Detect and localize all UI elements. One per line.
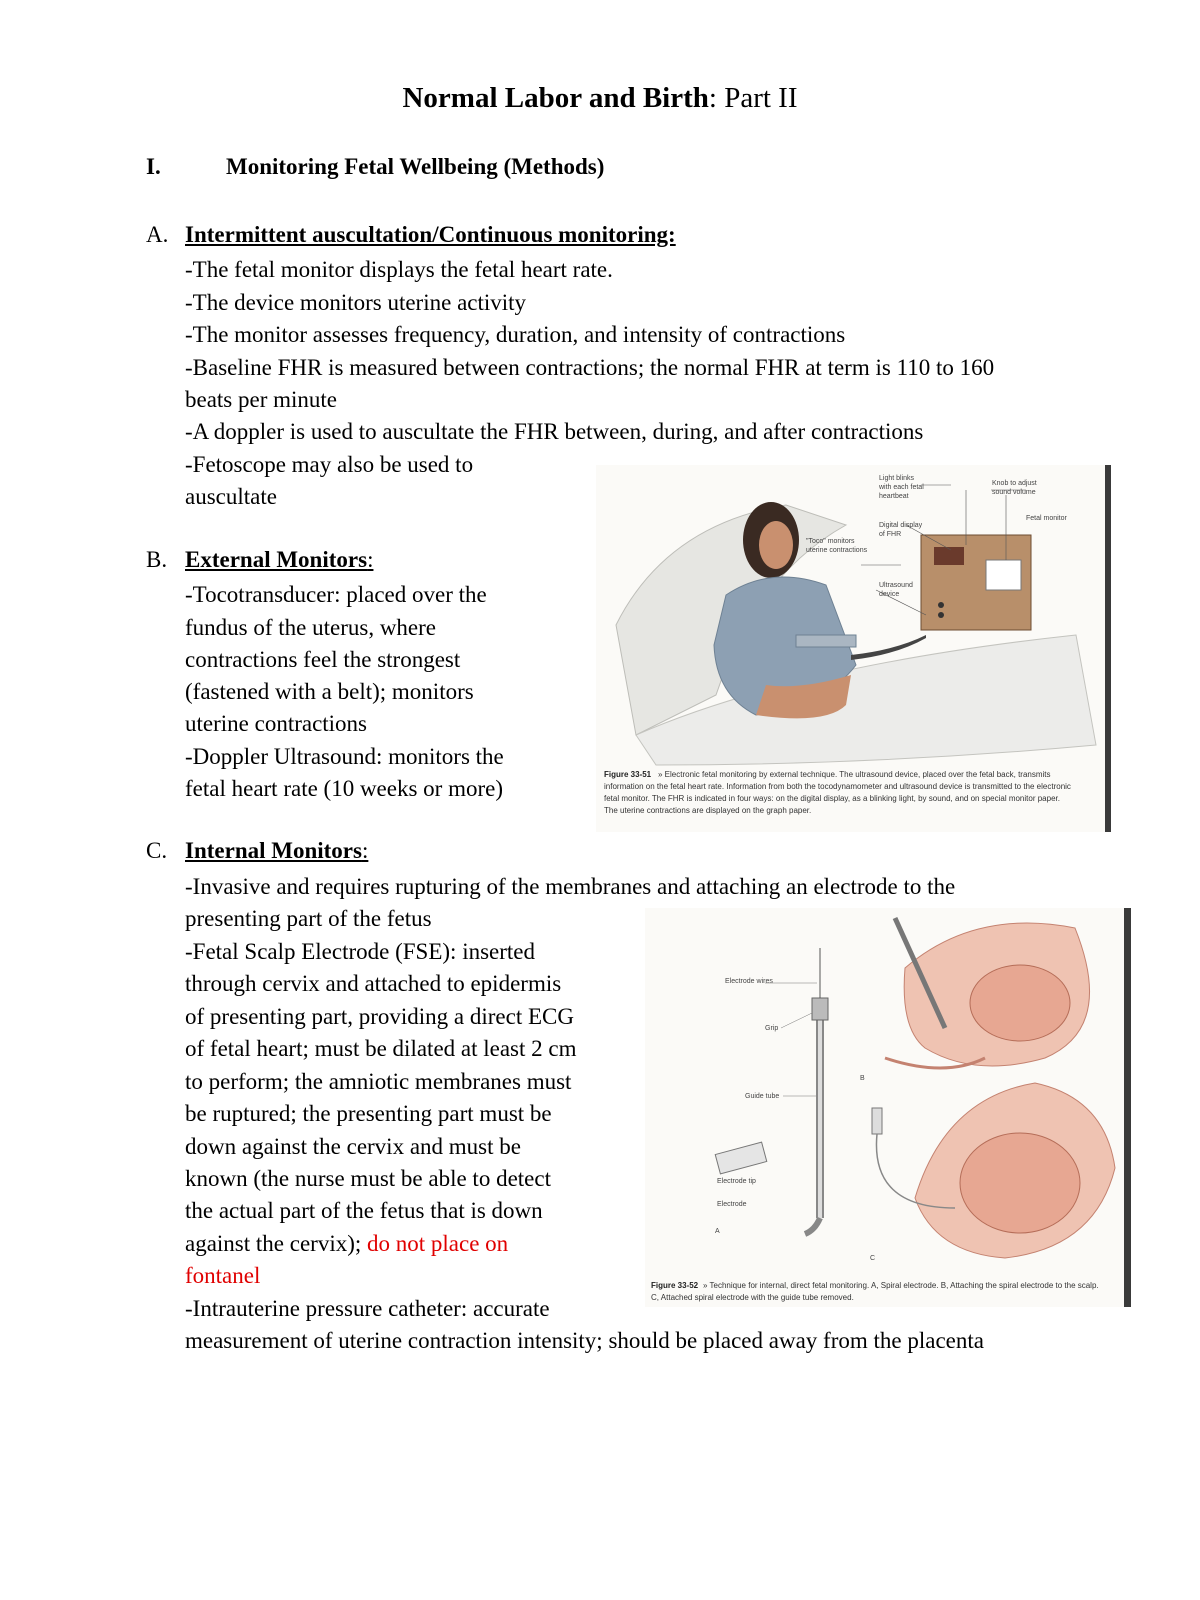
figure-caption-label: Figure 33-52	[651, 1281, 699, 1290]
section-c-line: -Fetal Scalp Electrode (FSE): inserted	[185, 939, 536, 964]
label-toco: "Toco" monitors	[806, 538, 855, 545]
section-b-line: uterine contractions	[185, 711, 368, 736]
section-a-line: -The monitor assesses frequency, duration, and intensity of contractions	[185, 322, 846, 347]
label-a: A	[715, 1228, 720, 1235]
section-a-line: -Baseline FHR is measured between contractions; the normal FHR at term is 110 to 160	[185, 355, 995, 380]
page-title	[0, 82, 1200, 115]
section-c-line: be ruptured; the presenting part must be	[185, 1101, 552, 1126]
label-digital: of FHR	[879, 531, 902, 538]
subsection-c-heading: Internal Monitors:	[185, 838, 369, 863]
label-electrode-wires: Electrode wires	[725, 978, 773, 985]
label-light: with each fetal	[879, 484, 924, 491]
section-c-line: of presenting part, providing a direct ECG	[185, 1004, 574, 1029]
section-c-line: presenting part of the fetus	[185, 906, 432, 931]
section-a-line: beats per minute	[185, 387, 338, 412]
section-c-line: against the cervix); do not place on	[185, 1231, 509, 1256]
section-number: I.	[146, 154, 161, 179]
figure-external-monitoring-illustration	[596, 465, 1111, 832]
figure-internal-monitoring-illustration	[645, 908, 1131, 1307]
label-c: C	[870, 1255, 876, 1262]
section-b-line: (fastened with a belt); monitors	[185, 679, 474, 704]
section-b-line: fetal heart rate (10 weeks or more)	[185, 776, 504, 801]
label-grip: Grip	[765, 1025, 779, 1032]
section-b-line: -Doppler Ultrasound: monitors the	[185, 744, 504, 769]
label-fetal-monitor: Fetal monitor	[1026, 515, 1067, 522]
label-ultrasound: Ultrasound	[879, 582, 913, 589]
label-toco: uterine contractions	[806, 547, 868, 554]
warning-text: do not place on	[367, 1231, 509, 1256]
subsection-a-letter: A.	[146, 222, 169, 247]
section-c-line: of fetal heart; must be dilated at least 2 cm	[185, 1036, 577, 1061]
subsection-a-heading: Intermittent auscultation/Continuous monitoring:	[185, 222, 676, 247]
title-rest: : Part II	[708, 82, 798, 114]
section-b-line: fundus of the uterus, where	[185, 615, 437, 640]
label-knob: sound volume	[992, 489, 1036, 496]
section-c-line: down against the cervix and must be	[185, 1134, 521, 1159]
subsection-b-letter: B.	[146, 547, 168, 572]
label-b: B	[860, 1075, 865, 1082]
label-guide-tube: Guide tube	[745, 1093, 780, 1100]
label-ultrasound: device	[879, 591, 900, 598]
label-electrode-tip: Electrode tip	[717, 1178, 756, 1185]
section-c-line: -Intrauterine pressure catheter: accurate	[185, 1296, 550, 1321]
figure-external-monitoring	[596, 465, 1111, 832]
section-c-line: through cervix and attached to epidermis	[185, 971, 562, 996]
section-c-line: known (the nurse must be able to detect	[185, 1166, 551, 1191]
warning-text: fontanel	[185, 1263, 261, 1288]
label-light: heartbeat	[879, 493, 909, 500]
subsection-b-heading: External Monitors:	[185, 547, 374, 572]
title-main: Normal Labor and Birth	[402, 82, 709, 114]
label-light: Light blinks	[879, 475, 915, 482]
figure-caption-line: C, Attached spiral electrode with the guide tube removed.	[651, 1293, 854, 1302]
label-digital: Digital display	[879, 522, 923, 529]
label-knob: Knob to adjust	[992, 480, 1037, 487]
section-c-line: -Invasive and requires rupturing of the membranes and attaching an electrode to the	[185, 874, 956, 899]
section-a-line: auscultate	[185, 484, 277, 509]
label-electrode: Electrode	[717, 1201, 747, 1208]
section-a-line: -The device monitors uterine activity	[185, 290, 527, 315]
section-b-line: contractions feel the strongest	[185, 647, 461, 672]
section-b-line: -Tocotransducer: placed over the	[185, 582, 487, 607]
figure-caption-line: fetal monitor. The FHR is indicated in four ways: on the digital display, as a blinking light, by sound, and on special monitor paper.	[604, 794, 1060, 803]
figure-caption-line: » Electronic fetal monitoring by external technique. The ultrasound device, placed over the fetal back, transmits	[658, 770, 1051, 779]
figure-internal-monitoring	[645, 908, 1131, 1307]
section-c-line: measurement of uterine contraction intensity; should be placed away from the placenta	[185, 1328, 984, 1353]
section-title: Monitoring Fetal Wellbeing (Methods)	[226, 154, 605, 179]
figure-caption-line: » Technique for internal, direct fetal monitoring. A, Spiral electrode. B, Attaching the spiral electrode to the scalp.	[703, 1281, 1099, 1290]
section-a-line: -Fetoscope may also be used to	[185, 452, 474, 477]
figure-caption-label: Figure 33-51	[604, 770, 652, 779]
section-a-line: -A doppler is used to auscultate the FHR between, during, and after contractions	[185, 419, 924, 444]
section-c-line: the actual part of the fetus that is down	[185, 1198, 543, 1223]
section-a-line: -The fetal monitor displays the fetal heart rate.	[185, 257, 613, 282]
figure-caption-line: The uterine contractions are displayed on the graph paper.	[604, 806, 812, 815]
subsection-c-letter: C.	[146, 838, 168, 863]
section-c-line: to perform; the amniotic membranes must	[185, 1069, 572, 1094]
figure-caption-line: information on the fetal heart rate. Information from both the tocodynamometer and ultrasound device is transmitted to the electronic	[604, 782, 1071, 791]
